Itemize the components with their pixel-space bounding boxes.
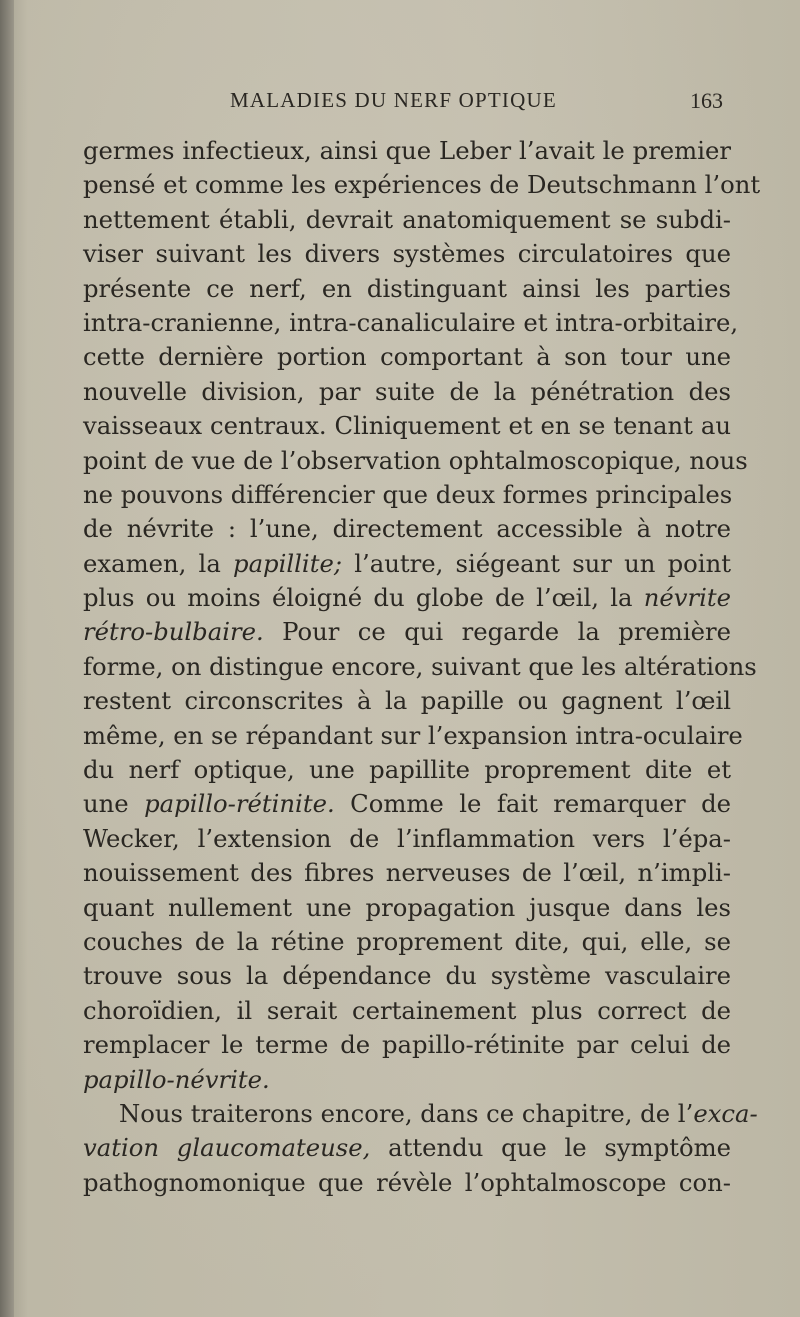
text-line: [83, 168, 761, 202]
text-line: [83, 512, 731, 546]
text-line: [83, 925, 731, 959]
text-segment: pensé et comme les expériences de Deutschmann l’ont: [83, 170, 761, 200]
text-segment: remplacer le terme de papillo-rétinite par celui de: [83, 1030, 731, 1060]
text-line: [83, 272, 731, 306]
page-number: 163: [690, 88, 723, 113]
italic-term: papillite;: [233, 548, 343, 578]
text-line: [83, 581, 731, 615]
text-line: [83, 787, 731, 821]
text-segment: présente ce nerf, en distinguant ainsi les parties: [83, 273, 731, 303]
text-line: [83, 134, 731, 168]
text-segment: attendu que le symptôme: [370, 1133, 732, 1163]
text-line: [83, 994, 731, 1028]
text-line: [83, 650, 757, 684]
text-line: [83, 1063, 731, 1097]
page-header: [0, 88, 800, 124]
text-segment: même, en se répandant sur l’expansion intra-oculaire: [83, 720, 743, 750]
text-line: [83, 444, 748, 478]
text-segment: cette dernière portion comportant à son tour une: [83, 342, 731, 372]
text-segment: nettement établi, devrait anatomiquement se subdi-: [83, 204, 731, 234]
text-segment: couches de la rétine proprement dite, qui, elle, se: [83, 926, 731, 956]
text-line: [83, 684, 731, 718]
text-line: [83, 478, 731, 512]
text-segment: examen, la: [83, 548, 234, 578]
text-line: [83, 547, 731, 581]
text-segment: Wecker, l’extension de l’inflammation vers l’épa-: [83, 823, 731, 853]
text-segment: Nous traiterons encore, dans ce chapitre, de l’: [119, 1098, 694, 1128]
text-segment: du nerf optique, une papillite proprement dite et: [83, 755, 731, 785]
text-segment: l’autre, siégeant sur un point: [342, 548, 731, 578]
text-line: [83, 1166, 731, 1200]
italic-term: névrite: [643, 583, 731, 613]
text-segment: restent circonscrites à la papille ou gagnent l’œil: [83, 686, 731, 716]
text-segment: vaisseaux centraux. Cliniquement et en se tenant au: [83, 411, 731, 441]
text-segment: point de vue de l’observation ophtalmoscopique, nous: [83, 445, 748, 475]
text-line: [83, 203, 731, 237]
text-segment: trouve sous la dépendance du système vasculaire: [83, 961, 731, 991]
page-spine-shadow: [0, 0, 14, 1317]
text-segment: Comme le fait remarquer de: [334, 789, 731, 819]
text-segment: Pour ce qui regarde la première: [263, 617, 731, 647]
text-segment: nouvelle division, par suite de la pénétration des: [83, 376, 731, 406]
text-line: [83, 856, 731, 890]
text-line: [83, 753, 731, 787]
text-line: [83, 822, 731, 856]
text-line: [83, 306, 739, 340]
text-line: [83, 1028, 731, 1062]
italic-term: papillo-rétinite.: [144, 789, 335, 819]
italic-term: papillo-névrite.: [83, 1064, 270, 1094]
text-segment: quant nullement une propagation jusque dans les: [83, 892, 731, 922]
text-segment: viser suivant les divers systèmes circulatoires que: [83, 239, 731, 269]
text-segment: de névrite : l’une, directement accessible à notre: [83, 514, 731, 544]
text-segment: une: [83, 789, 145, 819]
text-segment: plus ou moins éloigné du globe de l’œil, la: [83, 583, 644, 613]
text-segment: ne pouvons différencier que deux formes principales: [83, 479, 733, 509]
text-line: [83, 959, 731, 993]
running-title: MALADIES DU NERF OPTIQUE: [230, 88, 557, 112]
text-segment: pathognomonique que révèle l’ophtalmoscope con-: [83, 1167, 731, 1197]
text-line: [83, 615, 731, 649]
italic-term: vation glaucomateuse,: [83, 1133, 371, 1163]
text-line: [83, 375, 731, 409]
text-line: [83, 1097, 758, 1131]
text-segment: forme, on distingue encore, suivant que les altérations: [83, 651, 757, 681]
text-segment: germes infectieux, ainsi que Leber l’avait le premier: [83, 136, 731, 165]
text-segment: choroïdien, il serait certainement plus correct de: [83, 995, 731, 1025]
text-line: [83, 1131, 731, 1165]
text-line: [83, 409, 731, 443]
body-text: [83, 134, 761, 1200]
text-line: [83, 719, 743, 753]
italic-term: exca-: [693, 1098, 758, 1128]
text-segment: nouissement des fibres nerveuses de l’œil, n’impli-: [83, 858, 731, 888]
text-line: [83, 237, 731, 271]
text-line: [83, 340, 731, 374]
text-segment: intra-cranienne, intra-canaliculaire et intra-orbitaire,: [83, 307, 739, 337]
text-line: [83, 891, 731, 925]
italic-term: rétro-bulbaire.: [83, 617, 264, 647]
